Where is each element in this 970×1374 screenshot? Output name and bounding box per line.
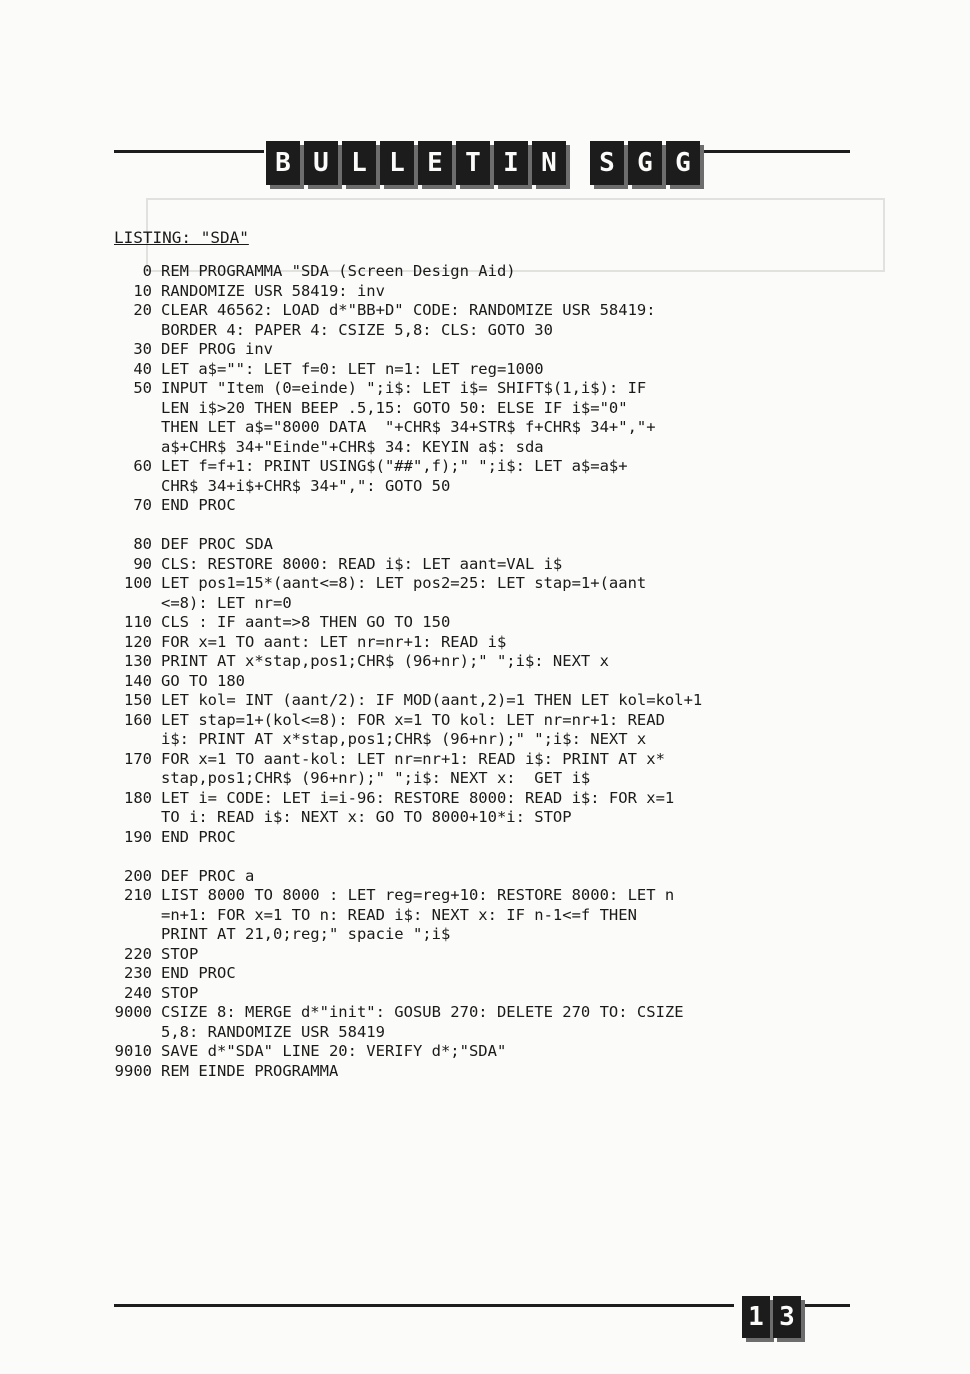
masthead-letter bbox=[266, 141, 300, 185]
masthead-letter-text: L bbox=[351, 148, 367, 178]
masthead-letter bbox=[304, 141, 338, 185]
line-statement: PRINT AT 21,0;reg;" spacie ";i$ bbox=[161, 925, 451, 943]
line-statement: CLS : IF aant=>8 THEN GO TO 150 bbox=[161, 613, 451, 631]
line-number: 110 bbox=[124, 613, 152, 631]
header-rule-left bbox=[114, 150, 264, 153]
line-statement: LET f=f+1: PRINT USING$("##",f);" ";i$: LET a$=a$+ bbox=[161, 457, 628, 475]
line-statement: LET kol= INT (aant/2): IF MOD(aant,2)=1 THEN LET kol=kol+1 bbox=[161, 691, 703, 709]
masthead-letter-text: T bbox=[465, 148, 481, 178]
listing-title: LISTING: "SDA" bbox=[114, 228, 249, 247]
line-number: 190 bbox=[124, 827, 152, 846]
line-number: 100 bbox=[124, 574, 152, 592]
line-number: 140 bbox=[124, 671, 152, 690]
line-number: 9000 bbox=[114, 1003, 152, 1021]
footer-rule-left bbox=[114, 1304, 734, 1307]
line-statement: <=8): LET nr=0 bbox=[161, 593, 292, 612]
masthead-letter-text: E bbox=[427, 148, 443, 178]
line-statement: 5,8: RANDOMIZE USR 58419 bbox=[161, 1022, 385, 1041]
line-statement: SAVE d*"SDA" LINE 20: VERIFY d*;"SDA" bbox=[161, 1042, 507, 1060]
line-statement: FOR x=1 TO aant-kol: LET nr=nr+1: READ i$: PRINT AT x* bbox=[161, 749, 665, 768]
masthead-letter bbox=[628, 141, 662, 185]
line-statement: i$: PRINT AT x*stap,pos1;CHR$ (96+nr);" ";i$: NEXT x bbox=[161, 730, 647, 748]
line-statement: REM PROGRAMMA "SDA (Screen Design Aid) bbox=[161, 262, 516, 280]
line-number: 20 bbox=[133, 301, 152, 319]
line-statement: DEF PROC a bbox=[161, 866, 255, 885]
line-statement: STOP bbox=[161, 983, 199, 1002]
line-number: 230 bbox=[124, 964, 152, 982]
line-number: 70 bbox=[133, 496, 152, 514]
line-number: 170 bbox=[124, 749, 152, 768]
masthead-letter-text: U bbox=[313, 148, 329, 178]
line-statement: =n+1: FOR x=1 TO n: READ i$: NEXT x: IF n-1<=f THEN bbox=[161, 905, 637, 924]
line-statement: CLS: RESTORE 8000: READ i$: LET aant=VAL i$ bbox=[161, 554, 563, 573]
footer-rule-right bbox=[800, 1304, 850, 1307]
line-number: 220 bbox=[124, 944, 152, 963]
line-statement: LET a$="": LET f=0: LET n=1: LET reg=1000 bbox=[161, 359, 544, 378]
line-number: 40 bbox=[133, 359, 152, 378]
line-statement: REM EINDE PROGRAMMA bbox=[161, 1061, 339, 1080]
masthead-letter-text: L bbox=[389, 148, 405, 178]
line-number: 80 bbox=[133, 535, 152, 553]
masthead-gap bbox=[570, 141, 586, 185]
line-statement: END PROC bbox=[161, 496, 236, 514]
line-statement: LET pos1=15*(aant<=8): LET pos2=25: LET stap=1+(aant bbox=[161, 574, 647, 592]
line-number: 30 bbox=[133, 340, 152, 358]
masthead-letter-text: I bbox=[503, 148, 519, 178]
line-statement: CHR$ 34+i$+CHR$ 34+",": GOTO 50 bbox=[161, 476, 451, 495]
line-number: 90 bbox=[133, 554, 152, 573]
line-statement: END PROC bbox=[161, 964, 236, 982]
line-statement: INPUT "Item (0=einde) ";i$: LET i$= SHIFT$(1,i$): IF bbox=[161, 379, 647, 397]
line-statement: DEF PROC SDA bbox=[161, 535, 273, 553]
line-statement: stap,pos1;CHR$ (96+nr);" ";i$: NEXT x: GET i$ bbox=[161, 769, 591, 787]
line-statement: FOR x=1 TO aant: LET nr=nr+1: READ i$ bbox=[161, 632, 507, 651]
line-statement: a$+CHR$ 34+"Einde"+CHR$ 34: KEYIN a$: sda bbox=[161, 437, 544, 456]
line-statement: LIST 8000 TO 8000 : LET reg=reg+10: RESTORE 8000: LET n bbox=[161, 886, 675, 904]
page-number-digit: 1 bbox=[748, 1302, 764, 1332]
line-number: 0 bbox=[142, 262, 152, 280]
page-number-digit-box bbox=[742, 1296, 770, 1338]
line-statement: THEN LET a$="8000 DATA "+CHR$ 34+STR$ f+CHR$ 34+","+ bbox=[161, 418, 656, 436]
line-statement: CLEAR 46562: LOAD d*"BB+D" CODE: RANDOMIZE USR 58419: bbox=[161, 301, 656, 319]
masthead-letter bbox=[342, 141, 376, 185]
line-number: 160 bbox=[124, 710, 152, 729]
masthead-letter-text: G bbox=[637, 148, 653, 178]
line-number: 210 bbox=[124, 886, 152, 904]
line-statement: BORDER 4: PAPER 4: CSIZE 5,8: CLS: GOTO 30 bbox=[161, 320, 553, 339]
masthead-letter-text: G bbox=[675, 148, 691, 178]
bulletin-masthead bbox=[266, 141, 700, 185]
line-statement: CSIZE 8: MERGE d*"init": GOSUB 270: DELETE 270 TO: CSIZE bbox=[161, 1003, 684, 1021]
line-number: 130 bbox=[124, 652, 152, 670]
line-number: 150 bbox=[124, 691, 152, 709]
line-statement: LET stap=1+(kol<=8): FOR x=1 TO kol: LET nr=nr+1: READ bbox=[161, 710, 665, 729]
masthead-letter bbox=[590, 141, 624, 185]
line-statement: END PROC bbox=[161, 827, 236, 846]
masthead-letter bbox=[666, 141, 700, 185]
line-statement: LET i= CODE: LET i=i-96: RESTORE 8000: READ i$: FOR x=1 bbox=[161, 788, 675, 807]
line-statement: TO i: READ i$: NEXT x: GO TO 8000+10*i: STOP bbox=[161, 808, 572, 826]
masthead-letter-text: N bbox=[541, 148, 557, 178]
line-statement: DEF PROG inv bbox=[161, 340, 273, 358]
page-number-digit: 3 bbox=[779, 1302, 795, 1332]
masthead-letter bbox=[418, 141, 452, 185]
masthead-letter bbox=[494, 141, 528, 185]
masthead-letter-text: B bbox=[275, 148, 291, 178]
line-statement: PRINT AT x*stap,pos1;CHR$ (96+nr);" ";i$: NEXT x bbox=[161, 652, 609, 670]
page-number bbox=[742, 1296, 801, 1338]
masthead-letter bbox=[532, 141, 566, 185]
masthead-letter bbox=[456, 141, 490, 185]
line-number: 200 bbox=[124, 866, 152, 885]
line-number: 240 bbox=[124, 983, 152, 1002]
line-statement: LEN i$>20 THEN BEEP .5,15: GOTO 50: ELSE IF i$="0" bbox=[161, 398, 628, 417]
line-number: 10 bbox=[133, 281, 152, 300]
line-statement: GO TO 180 bbox=[161, 671, 245, 690]
line-number: 120 bbox=[124, 632, 152, 651]
masthead-letter-text: S bbox=[599, 148, 615, 178]
line-number: 180 bbox=[124, 788, 152, 807]
masthead-letter bbox=[380, 141, 414, 185]
line-number: 9900 bbox=[114, 1061, 152, 1080]
line-number: 9010 bbox=[114, 1042, 152, 1060]
page-number-digit-box bbox=[773, 1296, 801, 1338]
line-statement: RANDOMIZE USR 58419: inv bbox=[161, 281, 385, 300]
bleed-through-box bbox=[146, 198, 885, 272]
line-number: 50 bbox=[133, 379, 152, 397]
line-number: 60 bbox=[133, 457, 152, 475]
line-statement: STOP bbox=[161, 944, 199, 963]
